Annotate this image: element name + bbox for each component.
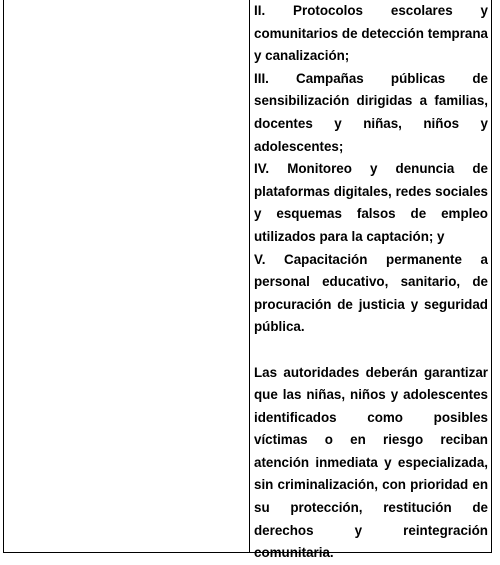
paragraph-fraction-iv: IV. Monitoreo y denuncia de plataformas digitales, redes sociales y esquemas falsos de empleo utilizados para la captación; y — [254, 161, 488, 244]
table-frame — [3, 0, 492, 561]
paragraph-fraction-iii: III. Campañas públicas de sensibilización dirigidas a familias, docentes y niñas, niños y adolescentes; — [254, 70, 488, 154]
paragraph-fraction-v: V. Capacitación permanente a personal educativo, sanitario, de procuración de justicia y seguridad pública. — [254, 251, 488, 335]
paragraph-spacer — [254, 339, 488, 362]
left-empty-cell — [4, 0, 249, 552]
column-divider — [249, 0, 250, 552]
right-text-cell — [254, 0, 488, 565]
paragraph-fraction-ii: II. Protocolos escolares y comunitarios de detección temprana y canalización; — [254, 3, 488, 64]
paragraph-authorities: Las autoridades deberán garantizar que las niñas, niños y adolescentes identificados como posibles víctimas o en riesgo reciban atención inmediata y especializada, sin criminalización, con prioridad en su protección, restitución de derechos y reintegración comunitaria. — [254, 364, 488, 561]
